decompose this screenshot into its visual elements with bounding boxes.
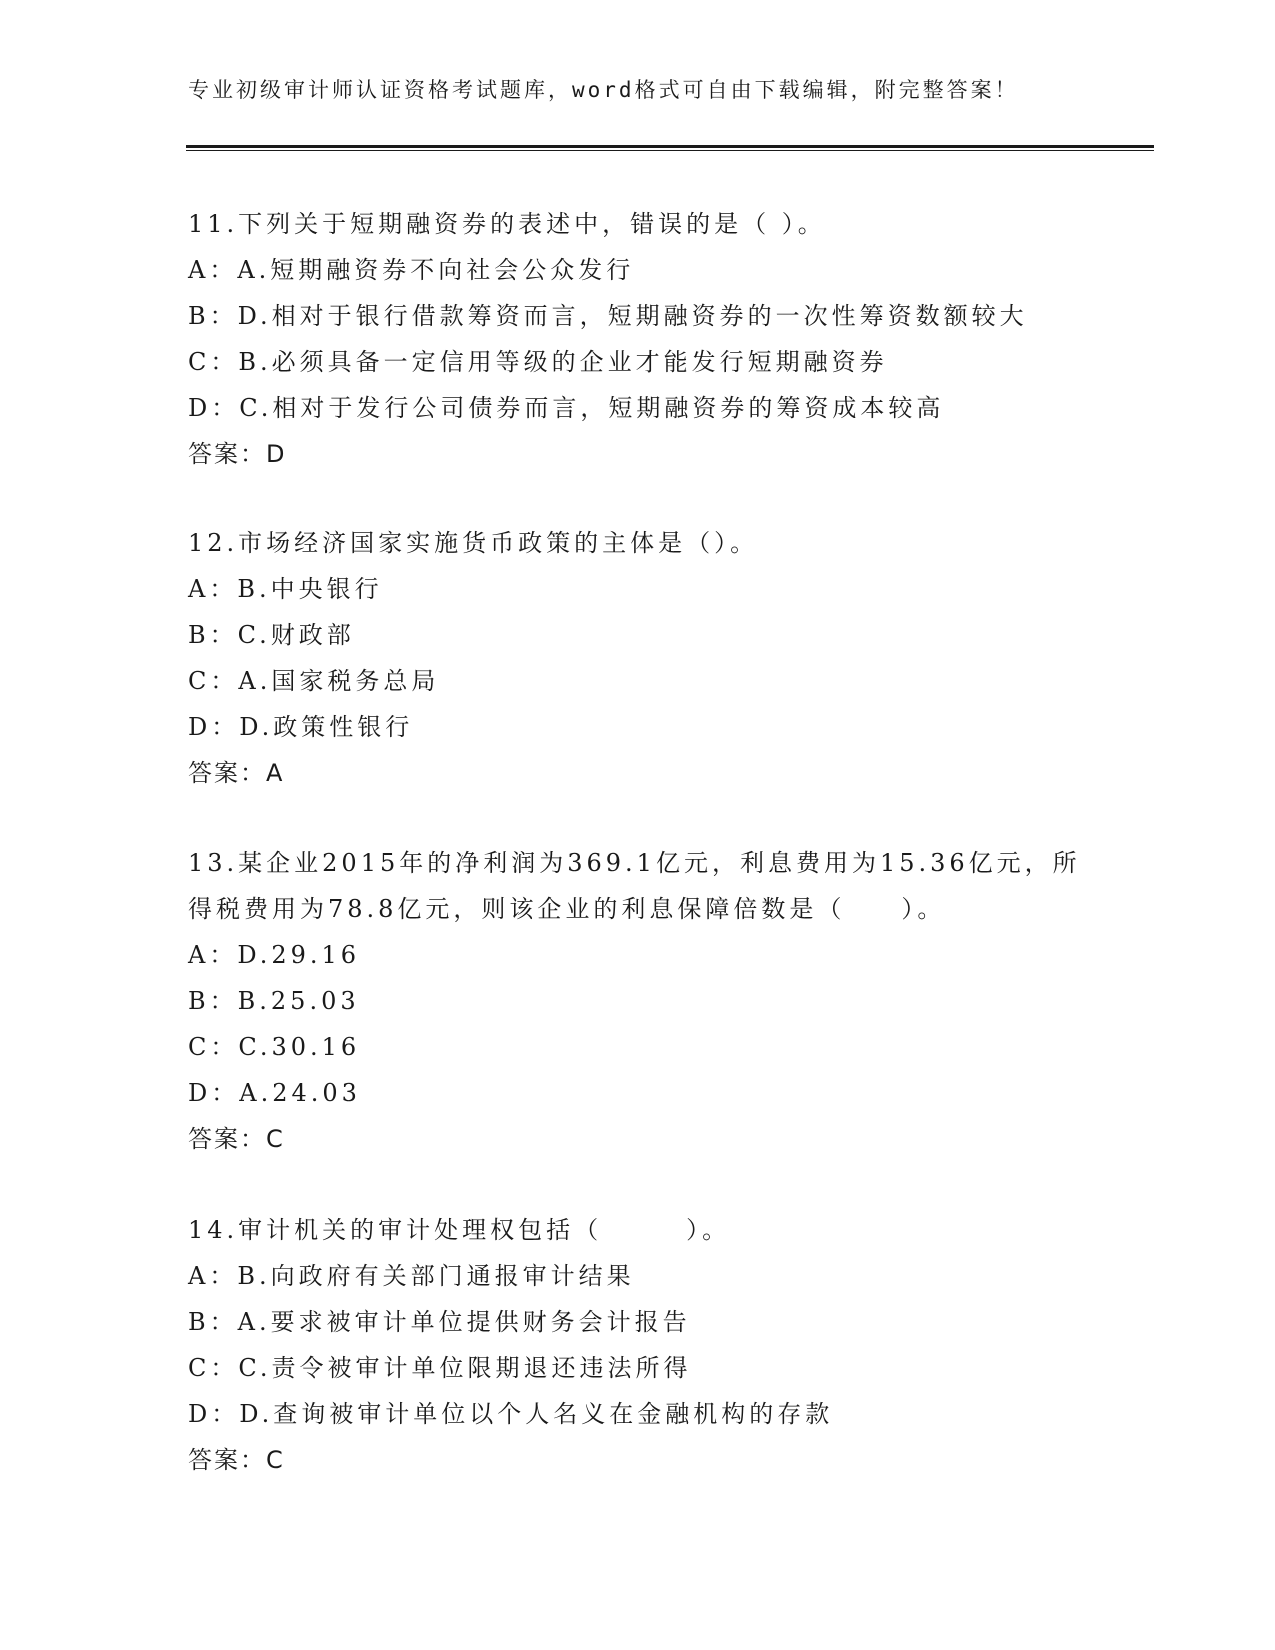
option-d: D：D.政策性银行 bbox=[188, 713, 414, 741]
option-a: A：B.向政府有关部门通报审计结果 bbox=[188, 1262, 635, 1290]
question-11 bbox=[188, 201, 1088, 477]
header-rule-thick bbox=[186, 145, 1154, 148]
option-a: A：D.29.16 bbox=[188, 941, 361, 969]
question-stem: 13.某企业2015年的净利润为369.1亿元，利息费用为15.36亿元，所得税费用为78.8亿元，则该企业的利息保障倍数是（ ）。 bbox=[188, 849, 1081, 923]
question-stem: 11.下列关于短期融资券的表述中，错误的是（ ）。 bbox=[188, 210, 826, 238]
option-a: A：A.短期融资券不向社会公众发行 bbox=[188, 256, 635, 284]
option-c: C：B.必须具备一定信用等级的企业才能发行短期融资券 bbox=[188, 348, 888, 376]
option-d: D：A.24.03 bbox=[188, 1079, 361, 1107]
question-stem: 14.审计机关的审计处理权包括（ ）。 bbox=[188, 1216, 731, 1244]
question-12 bbox=[188, 520, 1088, 796]
option-d: D：C.相对于发行公司债券而言，短期融资券的筹资成本较高 bbox=[188, 394, 945, 422]
answer: 答案：C bbox=[188, 1125, 285, 1153]
page-header: 专业初级审计师认证资格考试题库，word格式可自由下载编辑，附完整答案！ bbox=[188, 78, 1019, 102]
option-d: D：D.查询被审计单位以个人名义在金融机构的存款 bbox=[188, 1400, 834, 1428]
question-13 bbox=[188, 840, 1088, 1162]
option-c: C：C.30.16 bbox=[188, 1033, 361, 1061]
option-b: B：C.财政部 bbox=[188, 621, 355, 649]
option-b: B：A.要求被审计单位提供财务会计报告 bbox=[188, 1308, 691, 1336]
header-rule-thin bbox=[186, 150, 1154, 151]
option-c: C：C.责令被审计单位限期退还违法所得 bbox=[188, 1354, 692, 1382]
answer: 答案：C bbox=[188, 1446, 285, 1474]
option-c: C：A.国家税务总局 bbox=[188, 667, 440, 695]
question-stem: 12.市场经济国家实施货币政策的主体是（）。 bbox=[188, 529, 759, 557]
answer: 答案：D bbox=[188, 440, 287, 468]
option-a: A：B.中央银行 bbox=[188, 575, 383, 603]
option-b: B：D.相对于银行借款筹资而言，短期融资券的一次性筹资数额较大 bbox=[188, 302, 1028, 330]
question-14 bbox=[188, 1207, 1088, 1483]
answer: 答案：A bbox=[188, 759, 285, 787]
option-b: B：B.25.03 bbox=[188, 987, 360, 1015]
